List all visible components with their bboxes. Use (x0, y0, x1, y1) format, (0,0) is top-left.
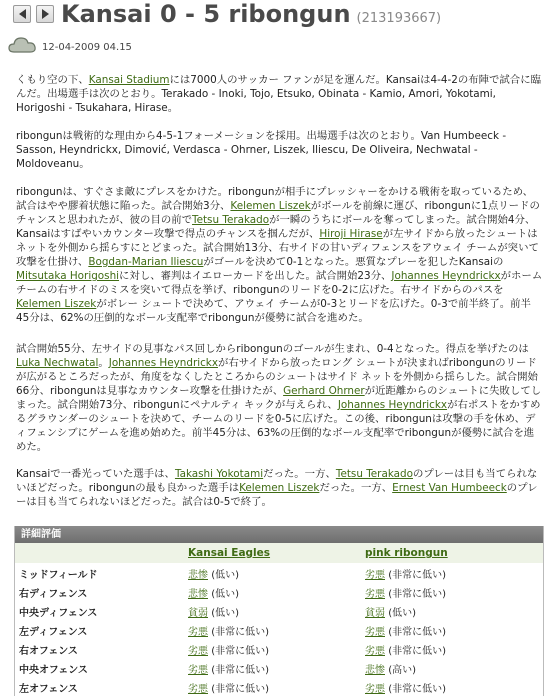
home-rating (188, 566, 239, 581)
text: のプレーは目も当てられないほどだった。ribongunの最も良かった選手は (16, 468, 538, 494)
away-rating-word[interactable]: 劣悪 (365, 589, 385, 600)
away-rating (365, 566, 446, 581)
away-rating (365, 642, 446, 657)
text: だった。一方、 (263, 468, 336, 480)
rating-category: 左ディフェンス (19, 627, 88, 638)
rating-category: 右ディフェンス (19, 589, 88, 600)
away-rating-level: (非常に低い) (388, 589, 446, 600)
home-rating-word[interactable]: 悲惨 (188, 570, 208, 581)
player-link[interactable]: Kelemen Liszek (230, 200, 311, 212)
text: に対し、審判はイエローカードを出した。試合開始23分、 (119, 270, 392, 282)
report-paragraph-lineup-away (16, 129, 543, 171)
text: がボールを前線に運び、ribongunに1点リードのチャンスと思われたが、彼の目の前で (16, 200, 540, 226)
away-rating-word[interactable]: 劣悪 (365, 684, 385, 695)
player-link[interactable]: Hiroji Hirase (319, 228, 383, 240)
away-rating-level: (非常に低い) (388, 627, 446, 638)
rating-row (15, 677, 543, 696)
rating-category: ミッドフィールド (19, 570, 98, 581)
stadium-link[interactable]: Kansai Stadium (88, 74, 170, 86)
text: がホーム チームの右サイドのミスを突いて得点を挙げ、ribongunのリードを0-2に広げた。右サイドからのパスを (16, 270, 543, 296)
away-rating-level: (非常に低い) (388, 684, 446, 695)
home-rating-word[interactable]: 劣悪 (188, 627, 208, 638)
text: 。 (98, 357, 109, 369)
rating-row (15, 601, 543, 620)
text: ribongunは戦術的な理由から4-5-1フォーメーションを採用。出場選手は次のとおり。Van Humbeeck - Sasson, Heyndrickx, Dimović, Verdasca - Ohrner, Liszek, Iliescu, De Oliveira, Nechwatal - Moldoveanu。 (16, 130, 507, 170)
rating-category: 中央オフェンス (19, 665, 88, 676)
home-rating-level: (非常に低い) (211, 665, 269, 676)
player-link[interactable]: Johannes Heyndrickx (337, 399, 448, 411)
home-rating (188, 585, 239, 600)
rating-category: 右オフェンス (19, 646, 78, 657)
match-id: (213193667) (356, 11, 442, 26)
text: が近距離からのシュートに失敗してしまった。試合開始73分、ribongunにペナルティ キックが与えられ、 (16, 385, 542, 411)
text: 試合開始55分、左サイドの見事なパス回しからribongunのゴールが生まれ、0-4となった。得点を挙げたのは (16, 343, 529, 355)
previous-match-button[interactable] (13, 5, 31, 23)
rating-row (15, 563, 543, 582)
ratings-header: 詳細評価 (15, 526, 543, 543)
text: がゴールを決めて0-1となった。悪質なプレーを犯したKansaiの (203, 256, 504, 268)
text: が左サイドから放ったシュートはネットを外側から揺らすにとどまった。試合開始13分、右サイドの甘いディフェンスをアウェイ チームが突いて攻撃を仕掛け、 (16, 228, 539, 268)
player-link[interactable]: Gerhard Ohrner (283, 385, 365, 397)
match-score-title: Kansai 0 - 5 ribongun (61, 0, 351, 28)
player-link[interactable]: Kelemen Liszek (239, 482, 320, 494)
rating-row (15, 658, 543, 677)
match-date: 12-04-2009 04.15 (42, 42, 132, 53)
player-link[interactable]: Luka Nechwatal (16, 357, 99, 369)
text: が右サイドから放ったロング シュートが決まればribongunのリードが広がるところだったが、角度をなくしたところからのシュートはサイド ネットを外側から揺らした。試合開始66分、ribongunは見事なカウンター攻撃を仕掛けたが、 (16, 357, 538, 397)
home-rating-level: (低い) (211, 608, 239, 619)
rating-row (15, 620, 543, 639)
ratings-team-row (15, 543, 543, 563)
home-rating-word[interactable]: 劣悪 (188, 684, 208, 695)
away-rating-level: (低い) (388, 608, 416, 619)
detailed-ratings-table (14, 526, 544, 696)
report-paragraph-lineup-home (16, 73, 543, 115)
player-link[interactable]: Johannes Heyndrickx (108, 357, 218, 369)
away-rating-word[interactable]: 悲惨 (365, 665, 385, 676)
rating-row (15, 582, 543, 601)
arrow-right-icon (41, 9, 50, 19)
away-rating (365, 623, 446, 638)
text: が一瞬のうちにボールを奪ってしまった。試合開始4分、Kansaiはすばやいカウンター攻撃で得点のチャンスを掴んだが、 (16, 214, 536, 240)
home-rating-level: (非常に低い) (211, 684, 269, 695)
home-rating (188, 604, 239, 619)
player-link[interactable]: Mitsutaka Horigoshi (16, 270, 120, 282)
away-rating (365, 680, 446, 695)
text: Kansaiで一番光っていた選手は、 (16, 468, 175, 480)
text: のプレーは目も当てられないほどだった。試合は0-5で終了。 (16, 482, 538, 508)
home-rating-word[interactable]: 劣悪 (188, 646, 208, 657)
home-rating-level: (非常に低い) (211, 646, 269, 657)
away-rating (365, 661, 416, 676)
home-rating (188, 642, 269, 657)
away-rating-word[interactable]: 劣悪 (365, 570, 385, 581)
report-paragraph-second-half (16, 342, 543, 454)
away-rating-word[interactable]: 劣悪 (365, 627, 385, 638)
player-link[interactable]: Ernest Van Humbeeck (392, 482, 507, 494)
arrow-left-icon (18, 9, 27, 19)
rating-category: 左オフェンス (19, 684, 78, 695)
rating-row (15, 639, 543, 658)
home-rating-level: (低い) (211, 589, 239, 600)
away-rating-level: (高い) (388, 665, 416, 676)
cloud-icon (8, 33, 38, 55)
text: ribongunは、すぐさま敵にプレスをかけた。ribongunが相手にプレッシャーをかける戦術を取っているため、試合はやや膠着状態に陥った。試合開始3分、 (16, 186, 534, 212)
text: くもり空の下、 (16, 74, 89, 86)
away-rating-word[interactable]: 貧弱 (365, 608, 385, 619)
text: がボレー シュートで決めて、アウェイ チームが0-3とリードを広げた。0-3で前半終了。前半45分は、62%の圧倒的なボール支配率でribongunが優勢に試合を進めた。 (16, 298, 531, 324)
home-rating-word[interactable]: 劣悪 (188, 665, 208, 676)
away-team-link[interactable]: pink ribongun (365, 547, 448, 559)
next-match-button[interactable] (36, 5, 54, 23)
text: だった。一方、 (319, 482, 393, 494)
home-rating-word[interactable]: 悲惨 (188, 589, 208, 600)
text: には7000人のサッカー ファンが足を運んだ。Kansaiは4-4-2の布陣で試合に臨んだ。出場選手は次のとおり。Terakado - Inoki, Tojo, Etsuko, Obinata - Kamio, Amori, Yokotami, Horigoshi - Tsukahara, Hirase。 (16, 74, 541, 114)
away-rating-level: (非常に低い) (388, 570, 446, 581)
player-link[interactable]: Tetsu Terakado (192, 214, 270, 226)
player-link[interactable]: Tetsu Terakado (335, 468, 413, 480)
player-link[interactable]: Johannes Heyndrickx (391, 270, 501, 282)
home-team-link[interactable]: Kansai Eagles (188, 547, 271, 559)
text: が右ポストをかすめるグラウンダーのシュートを決めて、チームのリードを0-5に広げた。この後、ribongunは攻撃の手を休め、ディフェンシブにゲームを進め始めた。前半45分は、63%の圧倒的なボール支配率でribongunが優勢に試合を進めた。 (16, 399, 541, 453)
away-rating (365, 604, 416, 619)
home-rating-word[interactable]: 貧弱 (188, 608, 208, 619)
away-rating (365, 585, 446, 600)
player-link[interactable]: Takashi Yokotami (174, 468, 264, 480)
away-rating-level: (非常に低い) (388, 646, 446, 657)
away-rating-word[interactable]: 劣悪 (365, 646, 385, 657)
player-link[interactable]: Kelemen Liszek (16, 298, 97, 310)
rating-category: 中央ディフェンス (19, 608, 98, 619)
ratings-rows (15, 563, 543, 696)
home-rating (188, 623, 269, 638)
home-rating (188, 661, 269, 676)
home-rating-level: (非常に低い) (211, 627, 269, 638)
home-rating (188, 680, 269, 695)
player-link[interactable]: Bogdan-Marian Iliescu (88, 256, 204, 268)
match-title (61, 0, 441, 28)
home-rating-level: (低い) (211, 570, 239, 581)
report-paragraph-summary (16, 467, 543, 509)
report-paragraph-first-half (16, 185, 543, 325)
